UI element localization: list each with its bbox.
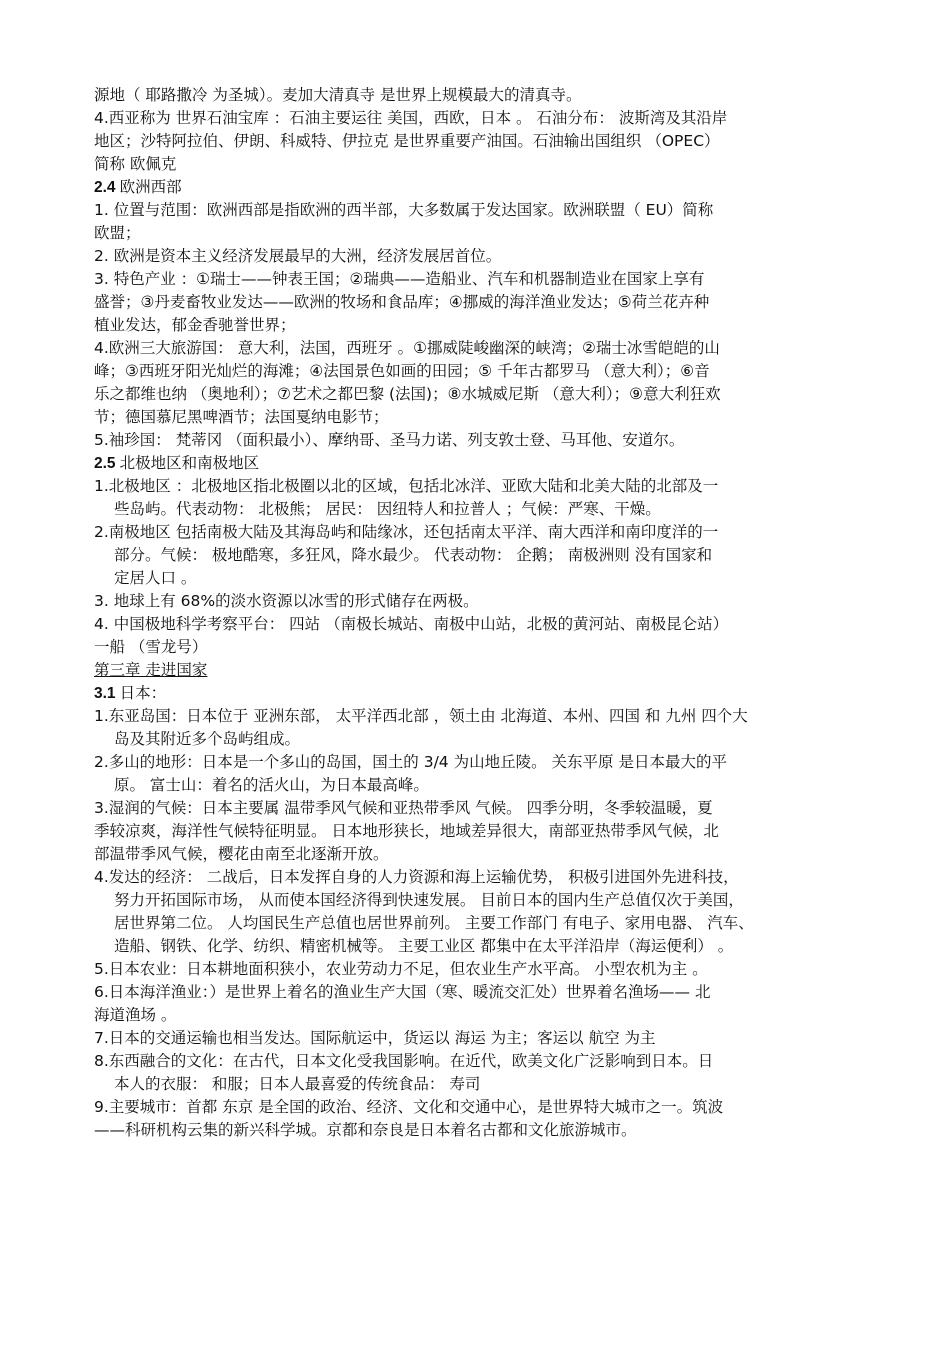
text-line [94,889,864,912]
text-line [94,728,864,751]
section-heading [94,176,864,199]
line-text: 2.多山的地形：日本是一个多山的岛国，国土的 3/4 为山地丘陵。 关东平原 是日本最大的平 [94,753,727,771]
line-text: 本人的衣服： 和服；日本人最喜爱的传统食品： 寿司 [114,1075,481,1093]
text-line [94,107,864,130]
line-text: 居世界第二位。 人均国民生产总值也居世界前列。 主要工作部门 有电子、家用电器、 汽车、 [114,914,754,932]
text-line [94,153,864,176]
line-text: 岛及其附近多个岛屿组成。 [114,730,301,748]
line-text: 源地（ 耶路撒冷 为圣城）。麦加大清真寺 是世界上规模最大的清真寺。 [94,86,582,104]
text-line [94,268,864,291]
text-line [94,84,864,107]
line-text: 8.东西融合的文化：在古代，日本文化受我国影响。在近代，欧美文化广泛影响到日本。日 [94,1052,714,1070]
section-heading [94,682,864,705]
text-line [94,245,864,268]
line-text: 3.湿润的气候：日本主要属 温带季风气候和亚热带季风 气候。 四季分明，冬季较温暖，夏 [94,799,713,817]
text-line [94,590,864,613]
text-line [94,314,864,337]
line-text: 原。 富士山：着名的活火山，为日本最高峰。 [114,776,429,794]
line-text: 峰；③西班牙阳光灿烂的海滩；④法国景色如画的田园；⑤ 千年古都罗马 （意大利）；⑥音 [94,362,710,380]
line-text: 6.日本海洋渔业：）是世界上着名的渔业生产大国（寒、暖流交汇处）世界着名渔场—— 北 [94,983,711,1001]
line-text: 1.北极地区 ：北极地区指北极圈以北的区域，包括北冰洋、亚欧大陆和北美大陆的北部及一 [94,477,719,495]
text-line [94,544,864,567]
text-line [94,636,864,659]
text-line [94,429,864,452]
section-heading [94,452,864,475]
text-line [94,866,864,889]
line-text: 一船 （雪龙号） [94,638,208,656]
line-text: 欧洲西部 [119,178,182,196]
text-line [94,820,864,843]
line-text: 4. 中国极地科学考察平台： 四站 （南极长城站、南极中山站，北极的黄河站、南极昆仑站） [94,615,729,633]
line-text: 9.主要城市：首都 东京 是全国的政治、经济、文化和交通中心，是世界特大城市之一。筑波 [94,1098,724,1116]
line-text: 部温带季风气候，樱花由南至北逐渐开放。 [94,845,389,863]
line-text: 4.发达的经济： 二战后，日本发挥自身的人力资源和海上运输优势， 积极引进国外先进科技， [94,868,739,886]
line-text: 5.袖珍国： 梵蒂冈 （面积最小）、摩纳哥、圣马力诺、列支敦士登、马耳他、安道尔。 [94,431,685,449]
line-text: 5.日本农业：日本耕地面积狭小，农业劳动力不足，但农业生产水平高。 小型农机为主 。 [94,960,708,978]
text-line [94,958,864,981]
section-number: 2.5 [94,455,116,472]
line-text: 些岛屿。代表动物： 北极熊； 居民： 因纽特人和拉普人 ；气候：严寒、干燥。 [114,500,661,518]
text-line [94,613,864,636]
line-text: 第三章 走进国家 [94,661,208,679]
line-text: 1. 位置与范围：欧洲西部是指欧洲的西半部，大多数属于发达国家。欧洲联盟（ EU）简称 [94,201,714,219]
chapter-heading [94,659,864,682]
line-text: 地区；沙特阿拉伯、伊朗、科威特、伊拉克 是世界重要产油国。石油输出国组织 （OPEC） [94,132,720,150]
text-line [94,935,864,958]
text-line [94,498,864,521]
line-text: 简称 欧佩克 [94,155,177,173]
text-line [94,406,864,429]
text-line [94,1073,864,1096]
line-text: 4.欧洲三大旅游国： 意大利，法国，西班牙 。①挪威陡峻幽深的峡湾；②瑞士冰雪皑皑的山 [94,339,720,357]
text-line [94,912,864,935]
text-line [94,337,864,360]
text-line [94,567,864,590]
text-line [94,751,864,774]
text-line [94,1004,864,1027]
text-line [94,475,864,498]
text-line [94,383,864,406]
line-text: 节；德国慕尼黑啤酒节；法国戛纳电影节； [94,408,389,426]
section-number: 2.4 [94,179,116,196]
text-line [94,981,864,1004]
text-line [94,797,864,820]
text-line [94,291,864,314]
line-text: 2.南极地区 包括南极大陆及其海岛屿和陆缘冰，还包括南太平洋、南大西洋和南印度洋的一 [94,523,719,541]
line-text: 季较凉爽，海洋性气候特征明显。 日本地形狭长，地域差异很大，南部亚热带季风气候，北 [94,822,719,840]
text-line [94,705,864,728]
line-text: 北极地区和南极地区 [119,454,260,472]
line-text: 2. 欧洲是资本主义经济发展最早的大洲，经济发展居首位。 [94,247,502,265]
text-line [94,774,864,797]
line-text: 乐之都维也纳 （奥地利）；⑦艺术之都巴黎 (法国)；⑧水城威尼斯 （意大利）；⑨意大利狂欢 [94,385,721,403]
line-text: 欧盟； [94,224,141,242]
line-text: 1.东亚岛国：日本位于 亚洲东部， 太平洋西北部 ，领土由 北海道、本州、四国 和 九州 四个大 [94,707,748,725]
line-text: 7.日本的交通运输也相当发达。国际航运中，货运以 海运 为主；客运以 航空 为主 [94,1029,656,1047]
line-text: 盛誉；③丹麦畜牧业发达——欧洲的牧场和食品库；④挪威的海洋渔业发达；⑤荷兰花卉种 [94,293,710,311]
text-line [94,1096,864,1119]
document-body [94,84,864,1142]
text-line [94,843,864,866]
line-text: 日本： [119,684,167,702]
text-line [94,521,864,544]
line-text: ——科研机构云集的新兴科学城。京都和奈良是日本着名古都和文化旅游城市。 [94,1121,637,1139]
line-text: 4.西亚称为 世界石油宝库 ：石油主要运往 美国，西欧，日本 。 石油分布： 波斯湾及其沿岸 [94,109,728,127]
line-text: 定居人口 。 [114,569,197,587]
line-text: 造船、钢铁、化学、纺织、精密机械等。 主要工业区 都集中在太平洋沿岸（海运便利） 。 [114,937,734,955]
text-line [94,130,864,153]
text-line [94,1119,864,1142]
line-text: 海道渔场 。 [94,1006,177,1024]
text-line [94,222,864,245]
line-text: 部分。气候： 极地酷寒，多狂风，降水最少。 代表动物： 企鹅； 南极洲则 没有国家和 [114,546,713,564]
text-line [94,1027,864,1050]
line-text: 3. 地球上有 68%的淡水资源以冰雪的形式储存在两极。 [94,592,479,610]
text-line [94,1050,864,1073]
line-text: 努力开拓国际市场， 从而使本国经济得到快速发展。 目前日本的国内生产总值仅次于美国， [114,891,744,909]
text-line [94,360,864,383]
text-line [94,199,864,222]
section-number: 3.1 [94,685,116,702]
line-text: 植业发达，郁金香驰誉世界； [94,316,296,334]
line-text: 3. 特色产业 ：①瑞士——钟表王国；②瑞典——造船业、汽车和机器制造业在国家上享有 [94,270,705,288]
